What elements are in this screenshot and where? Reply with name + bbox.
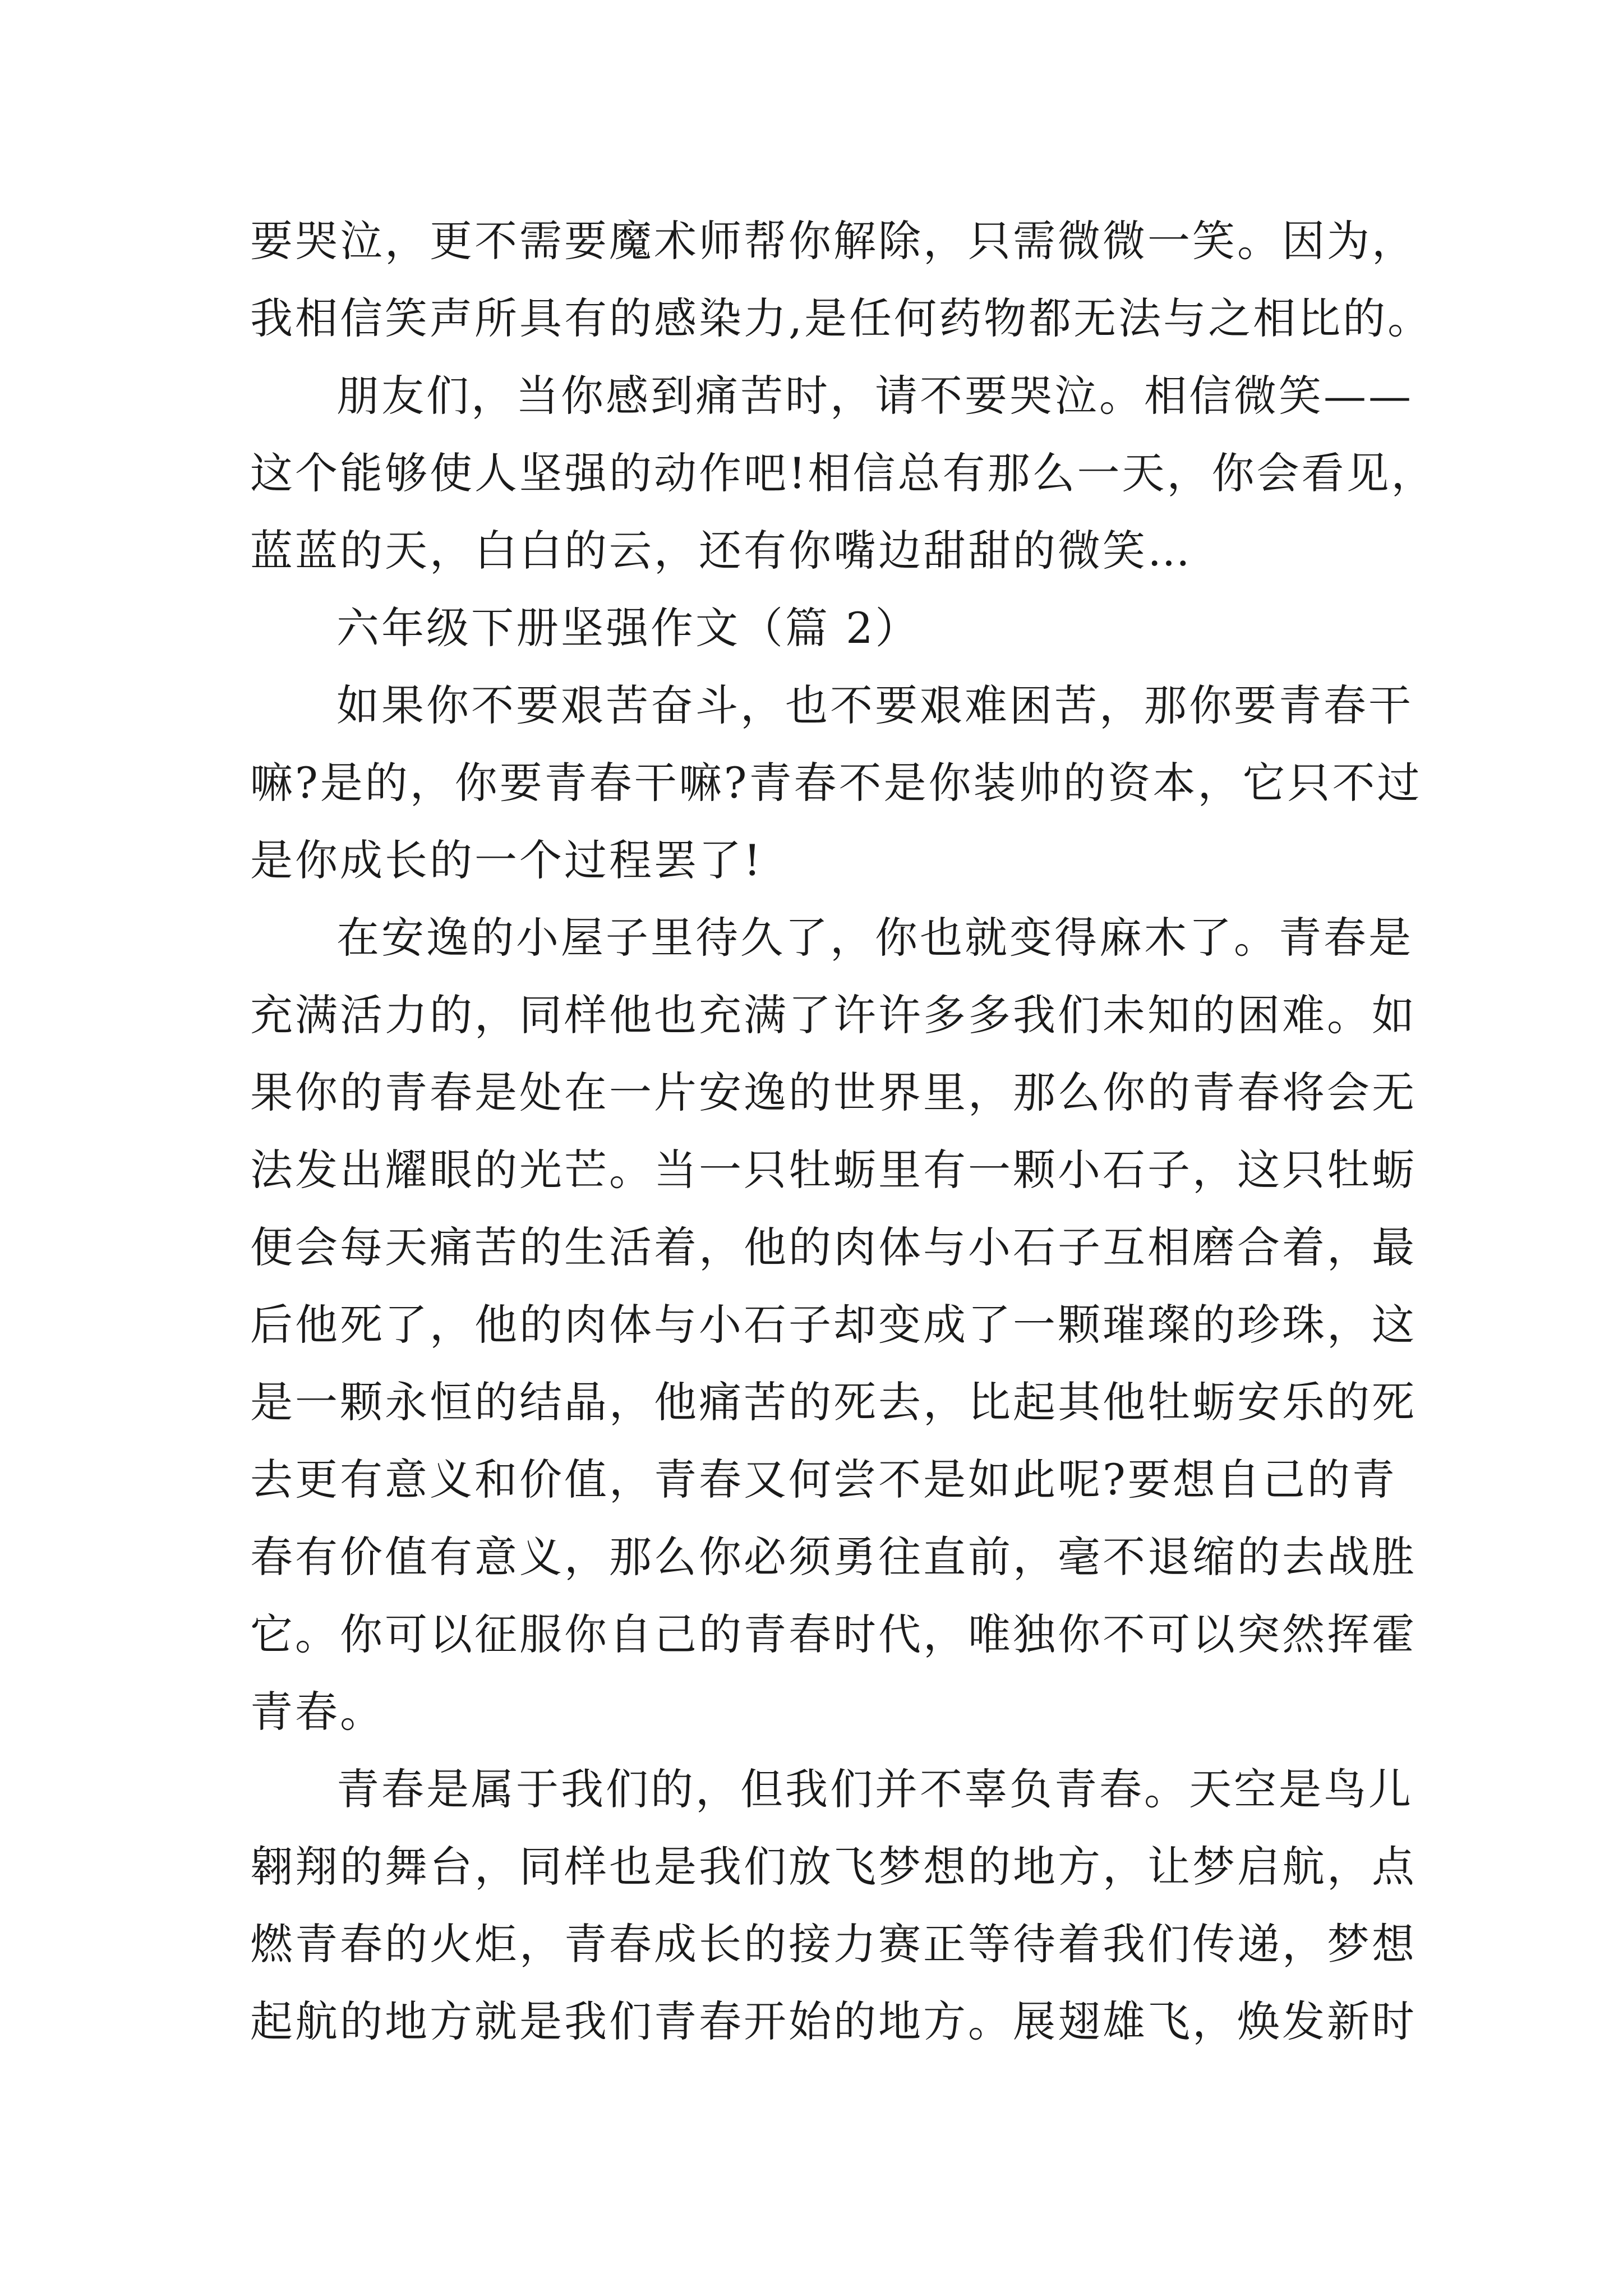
text-line: 翱翔的舞台，同样也是我们放飞梦想的地方，让梦启航，点 xyxy=(250,1842,1417,1892)
text-line: 是你成长的一个过程罢了! xyxy=(250,835,763,885)
text-line: 法发出耀眼的光芒。当一只牡蛎里有一颗小石子，这只牡蛎 xyxy=(250,1145,1417,1195)
text-line: 这个能够使人坚强的动作吧!相信总有那么一天，你会看见， xyxy=(250,448,1436,498)
text-line: 要哭泣，更不需要魔术师帮你解除，只需微微一笑。因为， xyxy=(250,216,1417,266)
text-line: 后他死了，他的肉体与小石子却变成了一颗璀璨的珍珠，这 xyxy=(250,1300,1417,1350)
text-line: 它。你可以征服你自己的青春时代，唯独你不可以突然挥霍 xyxy=(250,1609,1417,1659)
text-line: 我相信笑声所具有的感染力,是任何药物都无法与之相比的。 xyxy=(250,293,1433,343)
text-line: 燃青春的火炬，青春成长的接力赛正等待着我们传递，梦想 xyxy=(250,1919,1417,1969)
text-line: 去更有意义和价值，青春又何尝不是如此呢?要想自己的青 xyxy=(250,1455,1397,1504)
text-line: 便会每天痛苦的生活着，他的肉体与小石子互相磨合着，最 xyxy=(250,1222,1417,1272)
section-heading: 六年级下册坚强作文（篇 2） xyxy=(336,603,920,653)
text-line: 是一颗永恒的结晶，他痛苦的死去，比起其他牡蛎安乐的死 xyxy=(250,1377,1417,1427)
text-line: 如果你不要艰苦奋斗，也不要艰难困苦，那你要青春干 xyxy=(336,680,1413,730)
text-line: 蓝蓝的天，白白的云，还有你嘴边甜甜的微笑… xyxy=(250,526,1192,576)
text-line: 起航的地方就是我们青春开始的地方。展翅雄飞，焕发新时 xyxy=(250,1996,1417,2046)
text-line: 春有价值有意义，那么你必须勇往直前，毫不退缩的去战胜 xyxy=(250,1532,1417,1582)
text-line: 果你的青春是处在一片安逸的世界里，那么你的青春将会无 xyxy=(250,1068,1417,1117)
text-line: 在安逸的小屋子里待久了，你也就变得麻木了。青春是 xyxy=(336,913,1413,963)
text-line: 朋友们，当你感到痛苦时，请不要哭泣。相信微笑—— xyxy=(336,371,1413,421)
text-line: 青春。 xyxy=(250,1687,385,1737)
text-line: 嘛?是的，你要青春干嘛?青春不是你装帅的资本，它只不过 xyxy=(250,758,1422,808)
text-line: 充满活力的，同样他也充满了许许多多我们未知的困难。如 xyxy=(250,990,1417,1040)
text-line: 青春是属于我们的，但我们并不辜负青春。天空是鸟儿 xyxy=(336,1764,1413,1814)
